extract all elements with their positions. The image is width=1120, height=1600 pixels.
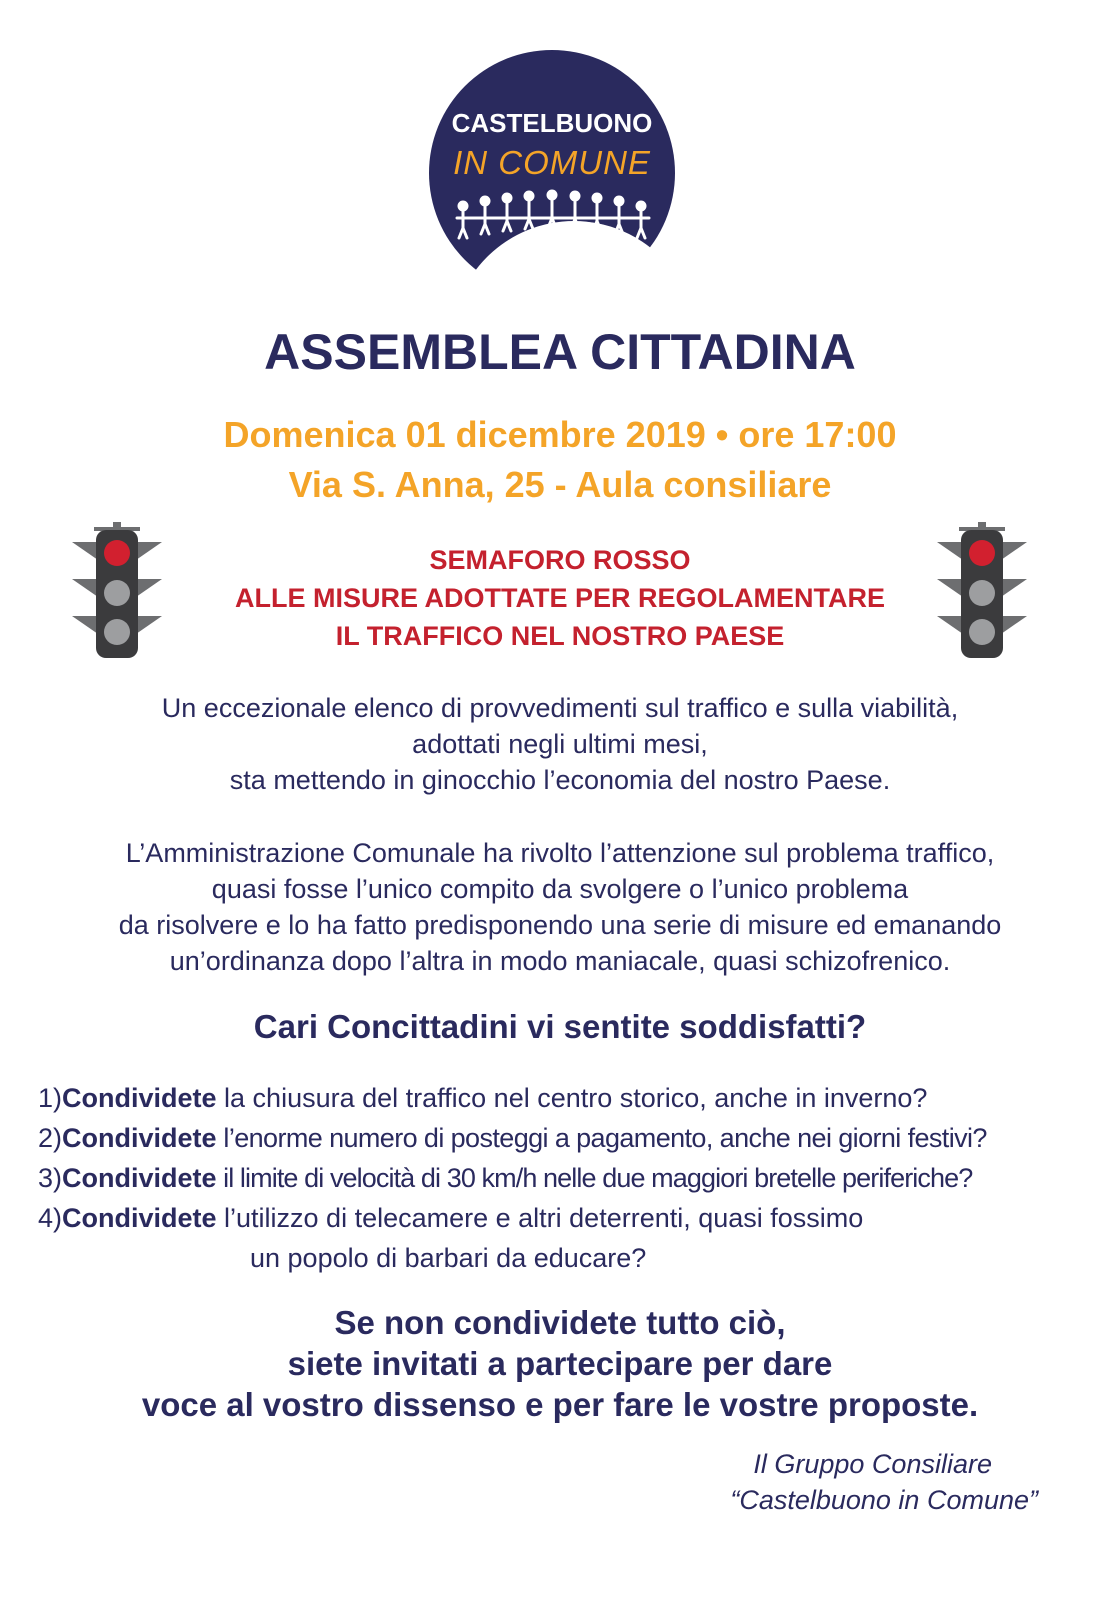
body-paragraph: [0, 835, 1120, 979]
alert-line3: IL TRAFFICO NEL NOSTRO PAESE: [335, 621, 785, 651]
question-heading: Cari Concittadini vi sentite soddisfatti?: [253, 1008, 867, 1045]
logo-line2: IN COMUNE: [453, 144, 651, 181]
body-line: un’ordinanza dopo l’altra in modo maniacale, quasi schizofrenico.: [169, 946, 951, 976]
intro-line: sta mettendo in ginocchio l’economia del nostro Paese.: [229, 765, 891, 795]
item-verb: Condividete: [62, 1163, 217, 1193]
signature-line1: Il Gruppo Consiliare: [753, 1449, 992, 1479]
item-text: il limite di velocità di 30 km/h nelle due maggiori bretelle periferiche?: [216, 1163, 973, 1193]
closing-line: siete invitati a partecipare per dare: [287, 1345, 833, 1382]
item-number: 2): [38, 1123, 63, 1153]
item-number: 4): [38, 1203, 63, 1233]
item-verb: Condividete: [62, 1203, 217, 1233]
list-item-continuation: un popolo di barbari da educare?: [250, 1243, 647, 1273]
item-text: l’utilizzo di telecamere e altri deterrenti, quasi fossimo: [216, 1203, 864, 1233]
body-line: L’Amministrazione Comunale ha rivolto l’attenzione sul problema traffico,: [125, 838, 995, 868]
closing-call: [0, 1302, 1120, 1425]
page-title: ASSEMBLEA CITTADINA: [264, 324, 856, 380]
intro-line: adottati negli ultimi mesi,: [412, 729, 708, 759]
traffic-light-red-icon: [937, 522, 1027, 658]
castelbuono-in-comune-logo: [427, 48, 677, 298]
closing-line: voce al vostro dissenso e per fare le vostre proposte.: [141, 1386, 979, 1423]
body-line: da risolvere e lo ha fatto predisponendo una serie di misure ed emanando: [118, 910, 1002, 940]
item-verb: Condividete: [62, 1083, 217, 1113]
intro-line: Un eccezionale elenco di provvedimenti sul traffico e sulla viabilità,: [161, 693, 959, 723]
item-number: 3): [38, 1163, 63, 1193]
intro-paragraph: [0, 690, 1120, 798]
body-line: quasi fosse l’unico compito da svolgere o l’unico problema: [211, 874, 909, 904]
alert-line2: ALLE MISURE ADOTTATE PER REGOLAMENTARE: [235, 583, 885, 613]
list-item: [38, 1078, 987, 1118]
item-verb: Condividete: [62, 1123, 217, 1153]
signature: [730, 1446, 1038, 1518]
signature-line2: “Castelbuono in Comune”: [730, 1485, 1038, 1515]
list-item: [38, 1158, 987, 1198]
question-list: [38, 1078, 987, 1278]
item-text: la chiusura del traffico nel centro storico, anche in inverno?: [216, 1083, 928, 1113]
closing-line: Se non condividete tutto ciò,: [334, 1304, 786, 1341]
list-item: [38, 1198, 987, 1238]
item-text: l’enorme numero di posteggi a pagamento, anche nei giorni festivi?: [216, 1123, 987, 1153]
alert-line1: SEMAFORO ROSSO: [429, 545, 691, 575]
event-place: Via S. Anna, 25 - Aula consiliare: [288, 464, 832, 505]
item-number: 1): [38, 1083, 63, 1113]
event-date: Domenica 01 dicembre 2019 • ore 17:00: [223, 414, 897, 455]
list-item: [38, 1118, 987, 1158]
logo-line1: CASTELBUONO: [451, 108, 653, 138]
